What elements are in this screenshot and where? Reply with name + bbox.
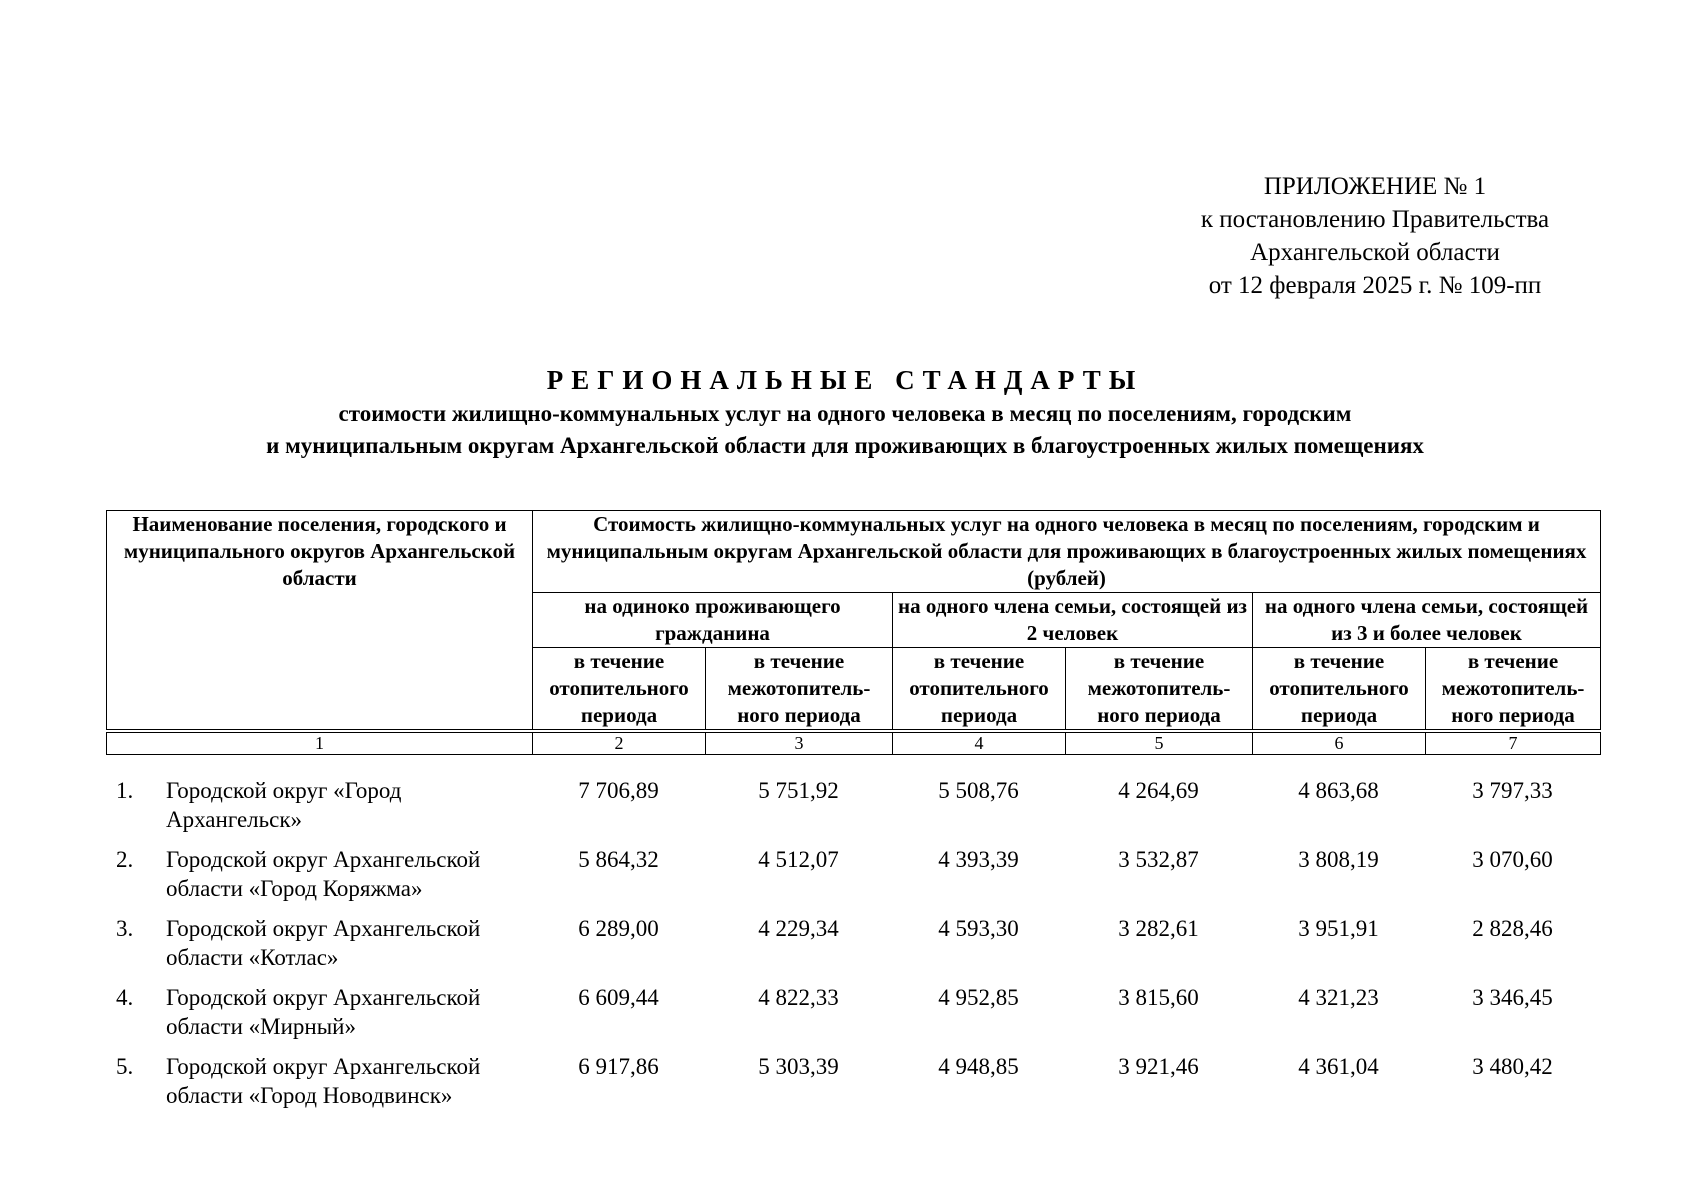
- row-settlement-name: Городской округ Архангельской области «Город Коряжма»: [166, 847, 481, 901]
- row-cost-value: 3 921,46: [1118, 1054, 1199, 1079]
- header-heating-period: в течение отопительного периода: [1253, 648, 1426, 730]
- row-cost-value: 3 282,61: [1118, 916, 1199, 941]
- appendix-line-date: от 12 февраля 2025 г. № 109-пп: [1208, 272, 1542, 299]
- row-cost-value: 4 512,07: [758, 847, 839, 872]
- column-number: 1: [107, 733, 533, 755]
- row-cost-value: 6 609,44: [578, 985, 659, 1010]
- document-title: [80, 362, 1610, 462]
- header-nonheating-period: в течение межотопитель-ного периода: [1066, 648, 1253, 730]
- row-cost-value: 4 393,39: [938, 847, 1019, 872]
- row-cost-value: 4 264,69: [1118, 778, 1199, 803]
- row-cost-value: 7 706,89: [578, 778, 659, 803]
- row-cost-value: 3 346,45: [1472, 985, 1553, 1010]
- column-number: 3: [706, 733, 893, 755]
- appendix-block: [1125, 170, 1625, 302]
- row-cost-value: 6 289,00: [578, 916, 659, 941]
- row-cost-value: 3 951,91: [1298, 916, 1379, 941]
- row-cost-value: 5 864,32: [578, 847, 659, 872]
- row-index: 2.: [116, 847, 134, 872]
- row-settlement-name: Городской округ «Город Архангельск»: [166, 778, 402, 832]
- row-cost-value: 3 815,60: [1118, 985, 1199, 1010]
- appendix-title: ПРИЛОЖЕНИЕ № 1: [1263, 173, 1487, 200]
- table-row: [106, 1052, 1600, 1121]
- row-cost-value: 5 751,92: [758, 778, 839, 803]
- header-nonheating-period: в течение межотопитель-ного периода: [706, 648, 893, 730]
- row-cost-value: 4 822,33: [758, 985, 839, 1010]
- row-cost-value: 3 532,87: [1118, 847, 1199, 872]
- row-cost-value: 6 917,86: [578, 1054, 659, 1079]
- header-nonheating-period: в течение межотопитель-ного периода: [1426, 648, 1601, 730]
- row-cost-value: 4 948,85: [938, 1054, 1019, 1079]
- title-subtitle-line-2: и муниципальным округам Архангельской области для проживающих в благоустроенных жилых помещениях: [266, 433, 1424, 458]
- header-heating-period: в течение отопительного периода: [533, 648, 706, 730]
- row-cost-value: 3 480,42: [1472, 1054, 1553, 1079]
- header-group-family-3: на одного члена семьи, состоящей из 3 и более человек: [1253, 593, 1601, 648]
- header-settlement-name: Наименование поселения, городского и муниципального округов Архангельской области: [107, 511, 533, 730]
- row-cost-value: 4 952,85: [938, 985, 1019, 1010]
- row-settlement-name: Городской округ Архангельской области «Город Новодвинск»: [166, 1054, 481, 1108]
- title-subtitle-line-1: стоимости жилищно-коммунальных услуг на одного человека в месяц по поселениям, городским: [338, 401, 1352, 426]
- column-number: 2: [533, 733, 706, 755]
- row-cost-value: 5 508,76: [938, 778, 1019, 803]
- row-cost-value: 4 321,23: [1298, 985, 1379, 1010]
- table-row: [106, 983, 1600, 1052]
- title-main: РЕГИОНАЛЬНЫЕ СТАНДАРТЫ: [546, 365, 1144, 395]
- column-number: 6: [1253, 733, 1426, 755]
- row-cost-value: 4 593,30: [938, 916, 1019, 941]
- column-number: 5: [1066, 733, 1253, 755]
- row-index: 5.: [116, 1054, 134, 1079]
- header-group-single: на одиноко проживающего гражданина: [533, 593, 893, 648]
- row-cost-value: 4 229,34: [758, 916, 839, 941]
- header-heating-period: в течение отопительного периода: [893, 648, 1066, 730]
- row-cost-value: 3 808,19: [1298, 847, 1379, 872]
- column-number: 7: [1426, 733, 1601, 755]
- standards-table-header: [106, 510, 1601, 755]
- column-number: 4: [893, 733, 1066, 755]
- row-index: 4.: [116, 985, 134, 1010]
- row-settlement-name: Городской округ Архангельской области «Котлас»: [166, 916, 481, 970]
- header-cost-description: Стоимость жилищно-коммунальных услуг на одного человека в месяц по поселениям, городским и муниципальным округам Архангельской области для проживающих в благоустроенных жилых помещениях (рублей): [533, 511, 1601, 593]
- table-row: [106, 776, 1600, 845]
- row-cost-value: 2 828,46: [1472, 916, 1553, 941]
- table-row: [106, 914, 1600, 983]
- header-group-family-2: на одного члена семьи, состоящей из 2 человек: [893, 593, 1253, 648]
- row-cost-value: 4 863,68: [1298, 778, 1379, 803]
- row-cost-value: 4 361,04: [1298, 1054, 1379, 1079]
- table-rows: [106, 776, 1600, 1121]
- appendix-line-region: Архангельской области: [1250, 239, 1500, 266]
- row-cost-value: 3 070,60: [1472, 847, 1553, 872]
- row-cost-value: 5 303,39: [758, 1054, 839, 1079]
- appendix-line-decree: к постановлению Правительства: [1200, 206, 1550, 233]
- row-index: 1.: [116, 778, 134, 803]
- row-settlement-name: Городской округ Архангельской области «Мирный»: [166, 985, 481, 1039]
- standards-table-body: [106, 776, 1600, 1121]
- row-cost-value: 3 797,33: [1472, 778, 1553, 803]
- row-index: 3.: [116, 916, 134, 941]
- table-row: [106, 845, 1600, 914]
